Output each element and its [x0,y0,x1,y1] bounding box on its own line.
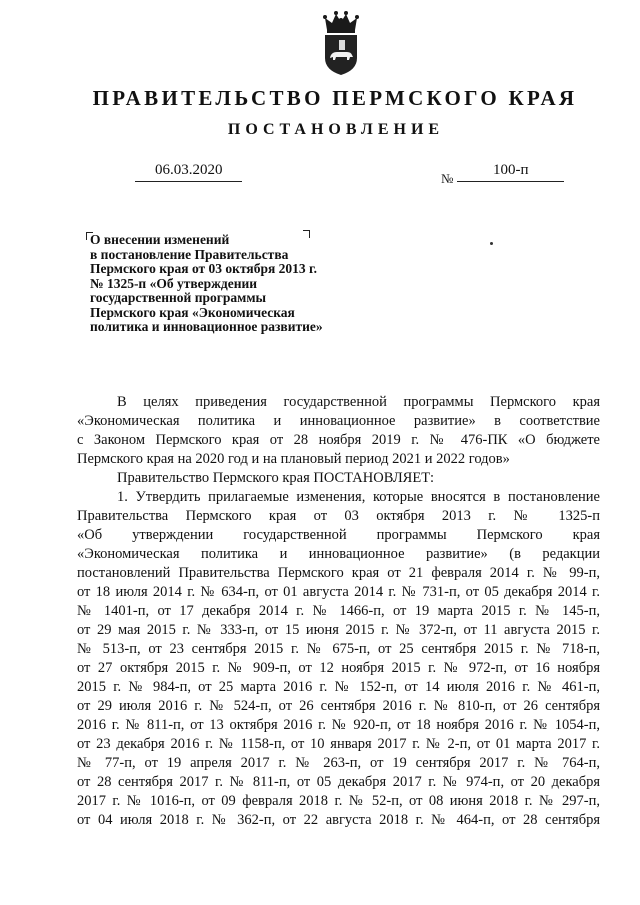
subject-line: Пермского края от 03 октября 2013 г. [90,261,318,276]
subject-line: № 1325-п «Об утверждении [90,275,258,291]
body-line: постановлений Правительства Пермского края от 21 февраля 2014 г. № 99-п, [77,565,600,581]
item-1-paragraph [77,488,600,830]
body-line: Пермского края на 2020 год и на плановый период 2021 и 2022 годов» [77,451,510,467]
body-line: от 04 июля 2018 г. № 362-п, от 22 августа 2018 г. № 464-п, от 28 сентября [77,812,600,828]
body-line: № 513-п, от 23 сентября 2015 г. № 675-п, от 25 сентября 2015 г. № 718-п, [77,641,600,657]
date-underline [135,181,242,182]
preamble-paragraph [77,393,600,469]
government-title: ПРАВИТЕЛЬСТВО ПЕРМСКОГО КРАЯ [92,86,578,110]
number-sign: № [441,171,454,186]
resolves-paragraph [77,469,600,488]
stray-mark [490,242,493,245]
document-type: ПОСТАНОВЛЕНИЕ [227,121,445,138]
subject-line: государственной программы [90,290,267,305]
body-line: от 23 декабря 2016 г. № 1158-п, от 10 января 2017 г. № 2-п, от 01 марта 2017 г. [77,736,600,752]
body-line: от 29 мая 2015 г. № 333-п, от 15 июня 2015 г. № 372-п, от 11 августа 2015 г. [77,622,600,638]
body-line: с Законом Пермского края от 28 ноября 2019 г. № 476-ПК «О бюджете [77,432,600,448]
body-line: «Экономическая политика и инновационное развитие» в соответствие [77,413,600,429]
subject-line: в постановление Правительства [90,246,289,262]
document-subject [90,233,390,335]
body-line: 1. Утвердить прилагаемые изменения, которые вносятся в постановление [117,489,600,505]
body-line: от 28 сентября 2017 г. № 811-п, от 05 декабря 2017 г. № 974-п, от 20 декабря [77,774,600,790]
document-number: 100-п [493,162,529,178]
body-line: «Об утверждении государственной программы Пермского края [77,527,600,543]
body-line: № 1401-п, от 17 декабря 2014 г. № 1466-п, от 19 марта 2015 г. № 145-п, [77,603,600,619]
body-line: Правительства Пермского края от 03 октября 2013 г. № 1325-п [77,508,600,524]
subject-line: Пермского края «Экономическая [90,304,295,320]
body-line: Правительство Пермского края ПОСТАНОВЛЯЕТ: [117,470,435,486]
subject-line: политика и инновационное развитие» [90,319,323,334]
number-underline [457,181,564,182]
perm-krai-coat-of-arms-icon [319,10,363,76]
body-line: 2015 г. № 984-п, от 25 марта 2016 г. № 152-п, от 14 июля 2016 г. № 461-п, [77,679,600,695]
body-line: «Экономическая политика и инновационное развитие» (в редакции [77,546,600,562]
body-line: от 18 июля 2014 г. № 634-п, от 01 августа 2014 г. № 731-п, от 05 декабря 2014 г. [77,584,600,600]
subject-line: О внесении изменений [90,232,230,247]
body-line: от 27 октября 2015 г. № 909-п, от 12 ноября 2015 г. № 972-п, от 16 ноября [77,660,600,676]
body-line: № 77-п, от 19 апреля 2017 г. № 263-п, от 19 сентября 2017 г. № 764-п, [77,755,600,771]
body-line: 2016 г. № 811-п, от 13 октября 2016 г. № 920-п, от 18 ноября 2016 г. № 1054-п, [77,717,600,733]
document-body [77,393,600,830]
body-line: 2017 г. № 1016-п, от 09 февраля 2018 г. № 52-п, от 08 июня 2018 г. № 297-п, [77,793,600,809]
document-date: 06.03.2020 [155,162,223,178]
body-line: В целях приведения государственной программы Пермского края [117,394,600,410]
body-line: от 29 июля 2016 г. № 524-п, от 26 сентября 2016 г. № 810-п, от 26 сентября [77,698,600,714]
